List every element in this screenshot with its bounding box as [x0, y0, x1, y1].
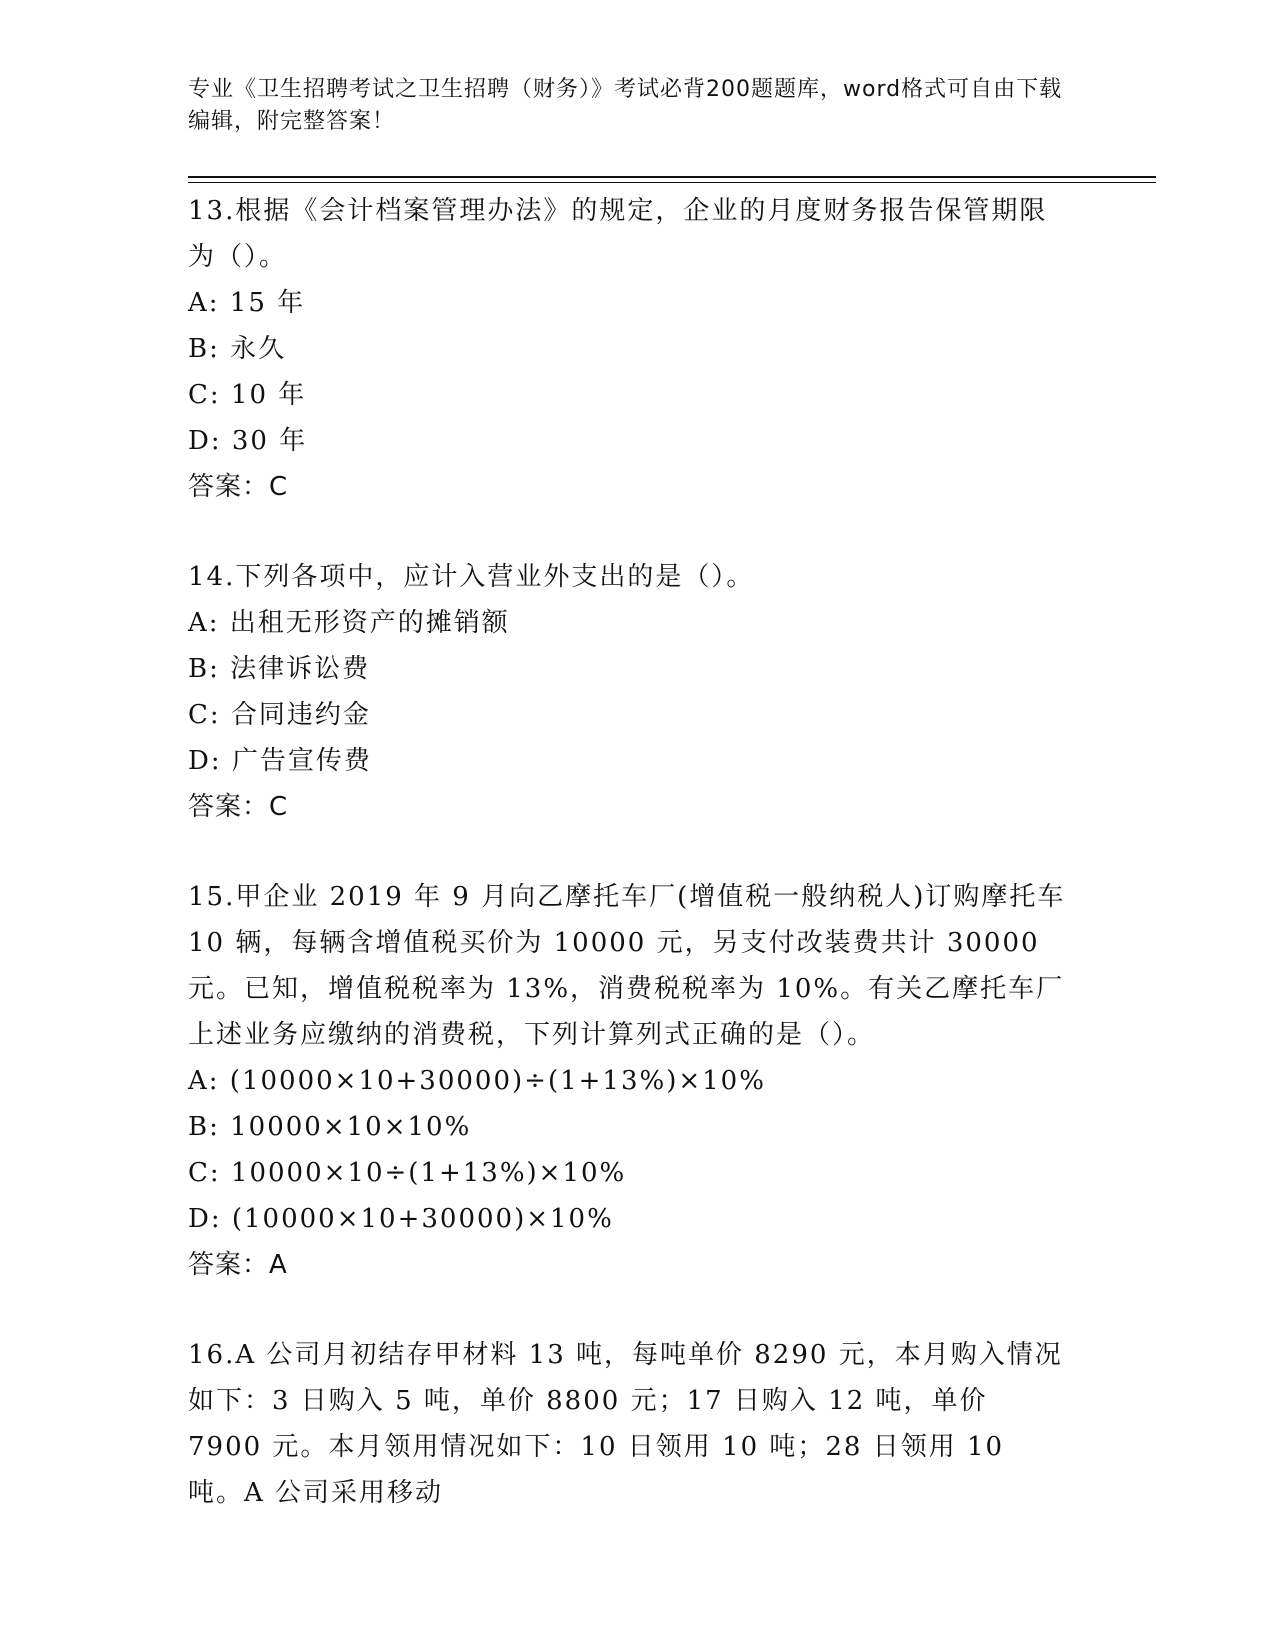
- option-c: C: 10000×10÷(1+13%)×10%: [188, 1158, 627, 1188]
- document-header: 专业《卫生招聘考试之卫生招聘（财务）》考试必背200题题库，word格式可自由下载编辑，附完整答案！: [188, 77, 1063, 134]
- question-stem: 16.A 公司月初结存甲材料 13 吨，每吨单价 8290 元，本月购入情况如下：3 日购入 5 吨，单价 8800 元；17 日购入 12 吨，单价 7900 元。本月领用情况如下：10 日领用 10 吨；28 日领用 10 吨。A 公司采用移动: [188, 1340, 1063, 1508]
- option-d: D: (10000×10+30000)×10%: [188, 1204, 614, 1234]
- question-15: [188, 874, 1068, 1288]
- header-divider-thick: [188, 176, 1156, 178]
- option-d: D: 30 年: [188, 426, 308, 456]
- answer: 答案：C: [188, 792, 289, 822]
- question-stem: 15.甲企业 2019 年 9 月向乙摩托车厂(增值税一般纳税人)订购摩托车 10 辆，每辆含增值税买价为 10000 元，另支付改装费共计 30000 元。已知，增值税税率为 13%，消费税税率为 10%。有关乙摩托车厂上述业务应缴纳的消费税，下列计算列式正确的是（）。: [188, 882, 1066, 1050]
- question-stem: 14.下列各项中，应计入营业外支出的是（）。: [188, 562, 755, 592]
- question-16: [188, 1332, 1068, 1516]
- option-a: A: (10000×10+30000)÷(1+13%)×10%: [188, 1066, 766, 1096]
- question-13: [188, 188, 1068, 510]
- option-a: A: 出租无形资产的摊销额: [188, 608, 510, 638]
- option-c: C: 10 年: [188, 380, 307, 410]
- question-14: [188, 554, 1068, 830]
- answer: 答案：C: [188, 472, 289, 502]
- option-b: B: 10000×10×10%: [188, 1112, 472, 1142]
- question-list: [188, 188, 1068, 1560]
- answer: 答案：A: [188, 1250, 288, 1280]
- option-c: C: 合同违约金: [188, 700, 371, 730]
- question-stem: 13.根据《会计档案管理办法》的规定，企业的月度财务报告保管期限为（）。: [188, 196, 1048, 272]
- option-d: D: 广告宣传费: [188, 746, 372, 776]
- header-divider-thin: [188, 182, 1156, 183]
- option-b: B: 法律诉讼费: [188, 654, 371, 684]
- option-b: B: 永久: [188, 334, 287, 364]
- option-a: A: 15 年: [188, 288, 306, 318]
